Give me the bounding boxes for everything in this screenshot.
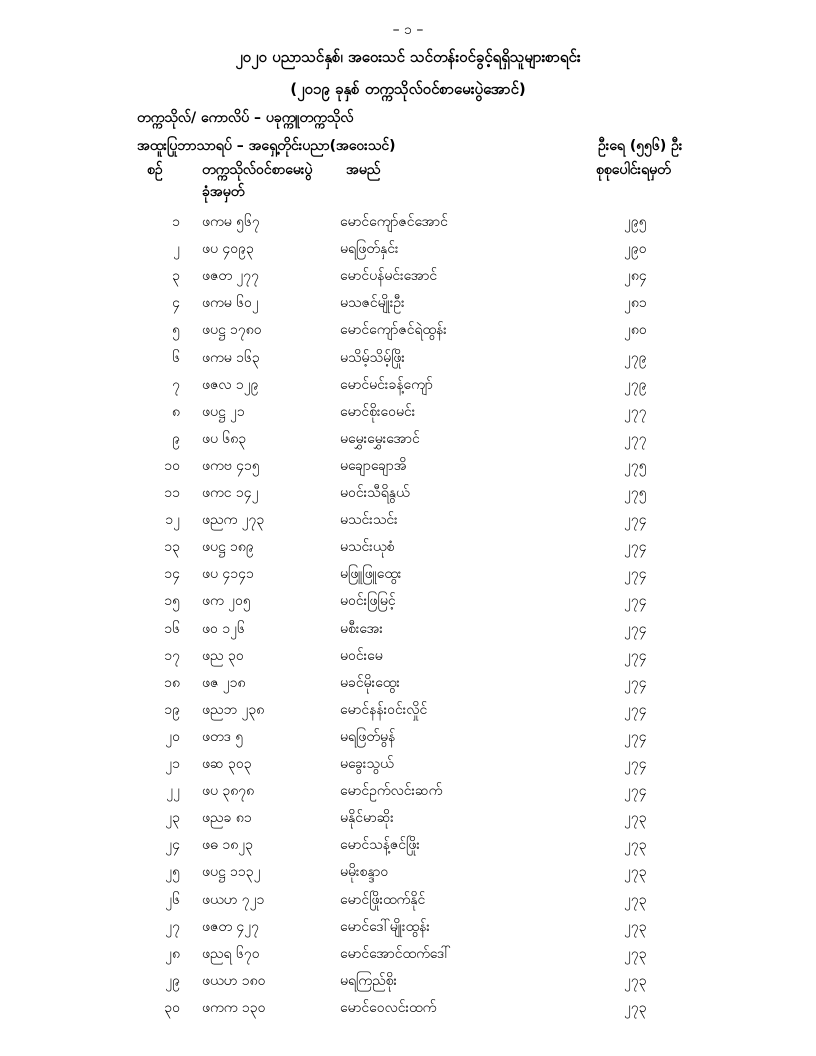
total-mark: ၂၇၃ [624,972,647,989]
exam-seat-number: ဖကမ ၅၆၇ [202,214,260,230]
total-mark: ၂၇၄ [624,539,647,556]
student-name: မောင်ဥက်လင်းဆက် [340,783,443,800]
exam-seat-number: ဖပဋ္ဌ ၁၇၈၀ [202,322,262,339]
row-number: ၃ [172,268,180,285]
total-mark: ၂၇၃ [624,999,647,1016]
total-mark: ၂၇၉ [624,376,647,393]
exam-seat-number: ဖပဋ္ဌ ၁၈၉ [202,539,254,556]
total-mark: ၂၇၃ [624,945,647,962]
total-mark: ၂၇၅ [624,457,647,474]
table-row [0,348,816,374]
table-row [0,673,816,699]
exam-seat-number: ဖညခ ၈၁ [202,810,252,827]
exam-seat-number: ဖဆ ၃၀၃ [202,756,252,772]
table-row [0,862,816,888]
student-name: မခင်မိုးထွေး [340,674,400,691]
row-number: ၁၀ [164,457,180,474]
student-name: မမိုးစန္ဒာဝ [340,864,389,881]
table-row [0,700,816,726]
student-name: မစီးအေး [340,620,383,637]
student-name: မောင်သန့်ဇင်ဖြိုး [340,837,420,854]
exam-seat-number: ဖဇလ ၁၂၉ [202,376,259,393]
table-row [0,212,816,238]
student-name: မောင်မင်းခန့်ကျော် [340,376,433,393]
column-header-name: အမည် [346,162,381,178]
student-name: မောင်ကျော်ဇင်အောင် [340,214,448,230]
row-number: ၁၈ [164,674,180,691]
student-name: မောင်ဒေါ်မျိုးထွန်း [340,918,430,935]
table-row [0,293,816,319]
student-name: မောင်ဖြိုးထက်နိုင် [340,891,426,908]
total-mark: ၂၇၄ [624,566,647,583]
table-row [0,402,816,428]
exam-seat-number: ဖပ ၄၀၉၃ [202,241,254,258]
row-number: ၁၅ [164,593,180,610]
row-number: ၈ [172,403,180,420]
exam-seat-number: ဖဝ ၁၂၆ [202,620,245,637]
student-name: မောင်နန်းဝင်းလှိုင် [340,701,428,718]
total-mark: ၂၇၃ [624,837,647,854]
exam-seat-number: ဖတဒ ၅ [202,728,244,745]
table-row [0,510,816,536]
student-name: မဝင်းဖြမြင့် [340,593,396,610]
row-number: ၂၂ [166,783,180,800]
total-mark: ၂၇၇ [624,403,647,420]
row-number: ၂၀ [165,728,180,745]
total-mark: ၂၉၀ [624,241,647,258]
table-row [0,890,816,916]
student-name: မောင်စိုးဝေမင်း [340,403,416,420]
table-row [0,646,816,672]
student-name: မသဇင်မျိုးဦး [340,295,405,312]
row-number: ၁၁ [164,485,180,501]
student-name: မဖြူဖြူထွေး [340,566,402,583]
exam-seat-number: ဖပဋ္ဌ ၂၁ [202,403,245,420]
student-name: မနိုင်မာဆိုး [340,810,394,827]
total-mark: ၂၇၄ [624,647,647,664]
count-line: ဦးရေ (၅၅၆) ဦး [598,138,683,154]
exam-seat-number: ဖည ၃၀ [202,647,244,664]
row-number: ၁၆ [164,620,180,637]
row-number: ၂၁ [165,756,180,772]
column-header-mark: စုစုပေါင်းရမှတ် [596,162,671,178]
exam-seat-number: ဖကမ ၆၀၂ [202,295,259,312]
total-mark: ၂၇၉ [624,349,647,366]
total-mark: ၂၈၁ [624,295,647,312]
exam-seat-number: ဖဇ ၂၁၈ [202,674,246,691]
student-name: မဝင်းမေ [340,647,383,664]
exam-seat-number: ဖကမ ၁၆၃ [202,349,260,366]
row-number: ၁၂ [165,512,180,529]
student-name: မောင်ဝေလင်းထက် [340,999,437,1016]
table-row [0,727,816,753]
exam-seat-number: ဖဓ ၁၈၂၃ [202,837,253,854]
table-row [0,781,816,807]
exam-seat-number: ဖညက ၂၇၃ [202,512,265,529]
exam-seat-number: ဖယဟ ၇၂၁ [202,891,265,908]
table-row [0,998,816,1024]
document-title: ၂၀၂၀ ပညာသင်နှစ်၊ အဝေးသင် သင်တန်းဝင်ခွင့်ရရှိသူများစာရင်း [235,48,581,66]
total-mark: ၂၇၃ [624,891,647,908]
row-number: ၁၉ [164,701,180,718]
row-number: ၂ [173,241,180,258]
row-number: ၂၅ [165,864,180,881]
table-row [0,483,816,509]
table-row [0,320,816,346]
total-mark: ၂၇၃ [624,810,647,827]
exam-seat-number: ဖပ ၄၁၄၁ [202,566,254,583]
student-name: မရဖြတ်မွန် [340,728,396,745]
total-mark: ၂၉၅ [624,214,647,230]
row-number: ၁၄ [164,566,180,583]
student-name: မဝင်းသီရိနွယ် [340,485,410,501]
exam-seat-number: ဖပ ၃၈၇၈ [202,783,255,800]
table-row [0,564,816,590]
row-number: ၃၀ [164,999,180,1016]
total-mark: ၂၇၄ [624,620,647,637]
table-row [0,917,816,943]
exam-seat-number: ဖညရ ၆၇၀ [202,945,260,962]
total-mark: ၂၈၀ [624,322,647,339]
exam-seat-number: ဖပ ၆၈၃ [202,430,247,447]
total-mark: ၂၇၄ [624,728,647,745]
student-name: မချောချောအိ [340,457,407,474]
row-number: ၂၉ [165,972,180,989]
student-name: မမွှေးမွှေးအောင် [340,430,420,447]
total-mark: ၂၈၄ [624,268,647,285]
row-number: ၄ [172,295,180,312]
row-number: ၂၆ [165,891,180,908]
student-name: မရကြည်စိုး [340,972,398,989]
table-row [0,944,816,970]
total-mark: ၂၇၄ [624,674,647,691]
total-mark: ၂၇၅ [624,485,647,501]
total-mark: ၂၇၄ [624,756,647,772]
column-header-no: စဉ် [147,162,163,178]
total-mark: ၂၇၃ [624,918,647,935]
table-row [0,375,816,401]
column-header-reg-2: ခုံအမှတ် [202,184,245,200]
exam-seat-number: ဖညဘ ၂၃၈ [202,701,265,718]
row-number: ၂၇ [165,918,180,935]
student-name: မောင်ပန်မင်းအောင် [340,268,438,285]
student-name: မသင်းယုစံ [340,539,395,556]
total-mark: ၂၇၄ [624,701,647,718]
row-number: ၂၄ [165,837,180,854]
column-header-reg: တက္ကသိုလ်ဝင်စာမေးပွဲ [202,162,313,178]
student-name: မောင်အောင်ထက်ဒေါ် [340,945,451,962]
table-row [0,971,816,997]
total-mark: ၂၇၃ [624,864,647,881]
table-row [0,537,816,563]
row-number: ၁၃ [164,539,180,556]
exam-seat-number: ဖဇတ ၄၂၇ [202,918,260,935]
subject-line: အထူးပြုဘာသာရပ် – အရှေ့တိုင်းပညာ(အဝေးသင်) [137,138,396,154]
table-row [0,239,816,265]
exam-seat-number: ဖကဗ ၄၁၅ [202,457,260,474]
total-mark: ၂၇၇ [624,430,647,447]
table-row [0,429,816,455]
row-number: ၅ [172,322,180,339]
row-number: ၂၈ [165,945,180,962]
table-row [0,591,816,617]
document-subtitle: (၂၀၁၉ ခုနှစ် တက္ကသိုလ်ဝင်စာမေးပွဲအောင်) [290,80,526,98]
exam-seat-number: ဖကင ၁၄၂ [202,485,259,501]
exam-seat-number: ဖကက ၁၃၀ [202,999,266,1016]
university-line: တက္ကသိုလ်/ ကောလိပ် – ပခုက္ကူတက္ကသိုလ် [137,110,354,126]
table-row [0,754,816,780]
student-name: မရဖြတ်နှင်း [340,241,399,258]
table-row [0,456,816,482]
table-row [0,808,816,834]
table-row [0,835,816,861]
student-name: မောင်ကျော်ဇင်ရဲထွန်း [340,322,447,339]
exam-seat-number: ဖပဋ္ဌ ၁၁၃၂ [202,864,261,881]
total-mark: ၂၇၄ [624,783,647,800]
row-number: ၂၃ [165,810,180,827]
student-name: မသင်းသင်း [340,512,398,529]
row-number: ၆ [172,349,180,366]
exam-seat-number: ဖယဟ ၁၈၀ [202,972,266,989]
table-row [0,619,816,645]
exam-seat-number: ဖက ၂၀၅ [202,593,251,610]
page-number: – ၁ – [392,22,424,38]
total-mark: ၂၇၄ [624,593,647,610]
total-mark: ၂၇၄ [624,512,647,529]
row-number: ၁၇ [164,647,180,664]
student-name: မသိမ့်သိမ့်ဖြိုး [340,349,405,366]
row-number: ၁ [172,214,180,230]
row-number: ၇ [172,376,180,393]
row-number: ၉ [172,430,180,447]
student-name: မခွေးသွယ် [340,756,394,772]
table-row [0,266,816,292]
exam-seat-number: ဖဇတ ၂၇၇ [202,268,260,285]
